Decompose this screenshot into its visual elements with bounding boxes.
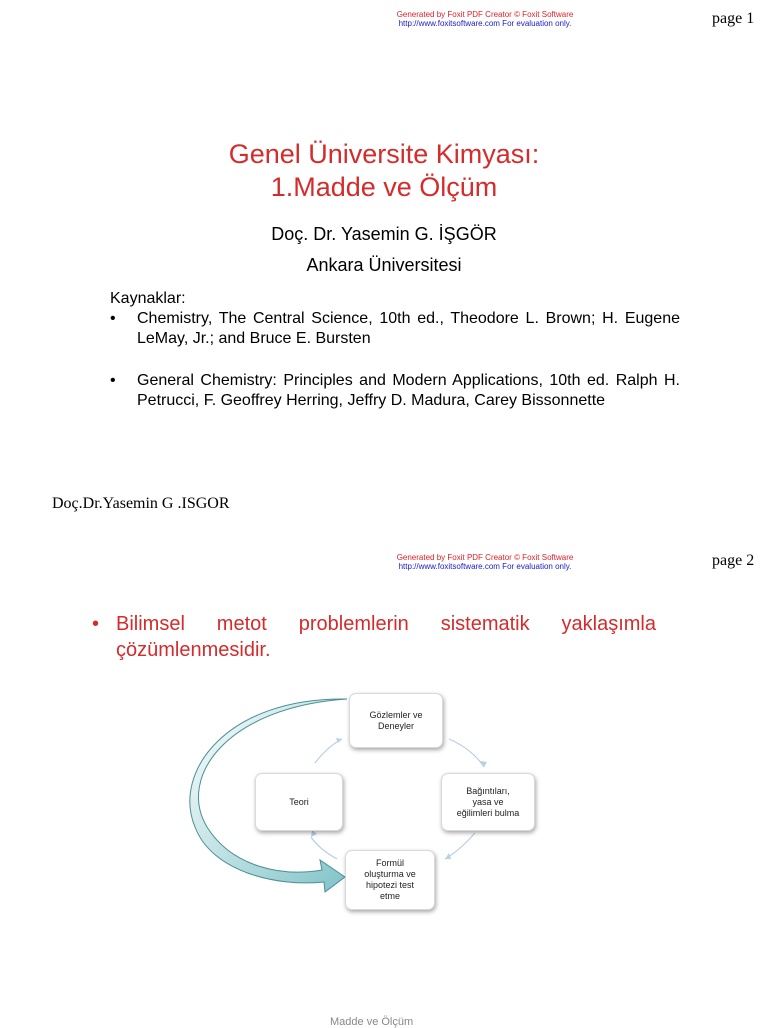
reference-text: General Chemistry: Principles and Modern Applications, 10th ed. Ralph H. Petrucci, F. Geoffrey Herring, Jeffry D. Madura, Carey Bissonnette: [137, 372, 680, 409]
theory-box: [255, 773, 343, 831]
hypothesis-line: etme: [379, 891, 400, 901]
bullet-icon: •: [110, 310, 116, 327]
institution-name: Ankara Üniversitesi: [306, 255, 462, 275]
watermark-line1: Generated by Foxit PDF Creator © Foxit Software: [396, 10, 574, 19]
hypothesis-line: Formül: [375, 858, 404, 868]
relations-box: [441, 773, 535, 831]
page-label-2: page 2: [712, 552, 755, 569]
hypothesis-line: hipotezi test: [365, 880, 415, 890]
reference-text: Chemistry, The Central Science, 10th ed., Theodore L. Brown; H. Eugene LeMay, Jr.; and Bruce E. Bursten: [137, 310, 680, 347]
page-label-1: page 1: [712, 10, 755, 27]
bullet-icon: •: [110, 372, 116, 389]
bullet-text: Bilimsel metot problemlerin sistematik yaklaşımla çözümlenmesidir.: [116, 613, 656, 661]
foxit-watermark-1: [355, 10, 615, 28]
hypothesis-box: [345, 850, 435, 910]
page-footer-2-partial: Madde ve Ölçüm: [330, 1016, 414, 1028]
relations-line: eğilimleri bulma: [456, 807, 520, 818]
relations-line: Bağıntıları,: [466, 785, 510, 796]
reference-item: [110, 309, 680, 349]
slide-title-line1: Genel Üniversite Kimyası:: [228, 139, 540, 169]
theory-label: Teori: [289, 796, 309, 807]
references-section: [110, 289, 680, 411]
scientific-method-cycle-diagram: [187, 687, 536, 913]
observations-box: [349, 693, 443, 748]
relations-line: yasa ve: [472, 796, 504, 807]
reference-item: [110, 371, 680, 411]
observations-line: Gözlemler ve: [369, 709, 423, 720]
watermark-line2: http://www.foxitsoftware.com For evaluation only.: [398, 562, 572, 571]
page-footer-1: Doç.Dr.Yasemin G .ISGOR: [52, 495, 230, 512]
observations-line: Deneyler: [377, 720, 414, 731]
author-name: Doç. Dr. Yasemin G. İŞGÖR: [271, 224, 497, 244]
slide-title-line2: 1.Madde ve Ölçüm: [270, 172, 498, 202]
watermark-line1: Generated by Foxit PDF Creator © Foxit Software: [396, 553, 574, 562]
bullet-icon: •: [92, 613, 100, 635]
hypothesis-line: oluşturma ve: [364, 869, 416, 879]
arrow-hyp-to-theory-icon: [311, 837, 337, 859]
watermark-line2: http://www.foxitsoftware.com For evaluation only.: [398, 19, 572, 28]
arrow-obs-to-rel-icon: [449, 739, 484, 767]
references-list: [110, 309, 680, 411]
foxit-watermark-2: [355, 553, 615, 571]
scientific-method-bullet: [92, 611, 656, 663]
references-heading: Kaynaklar:: [110, 290, 186, 307]
